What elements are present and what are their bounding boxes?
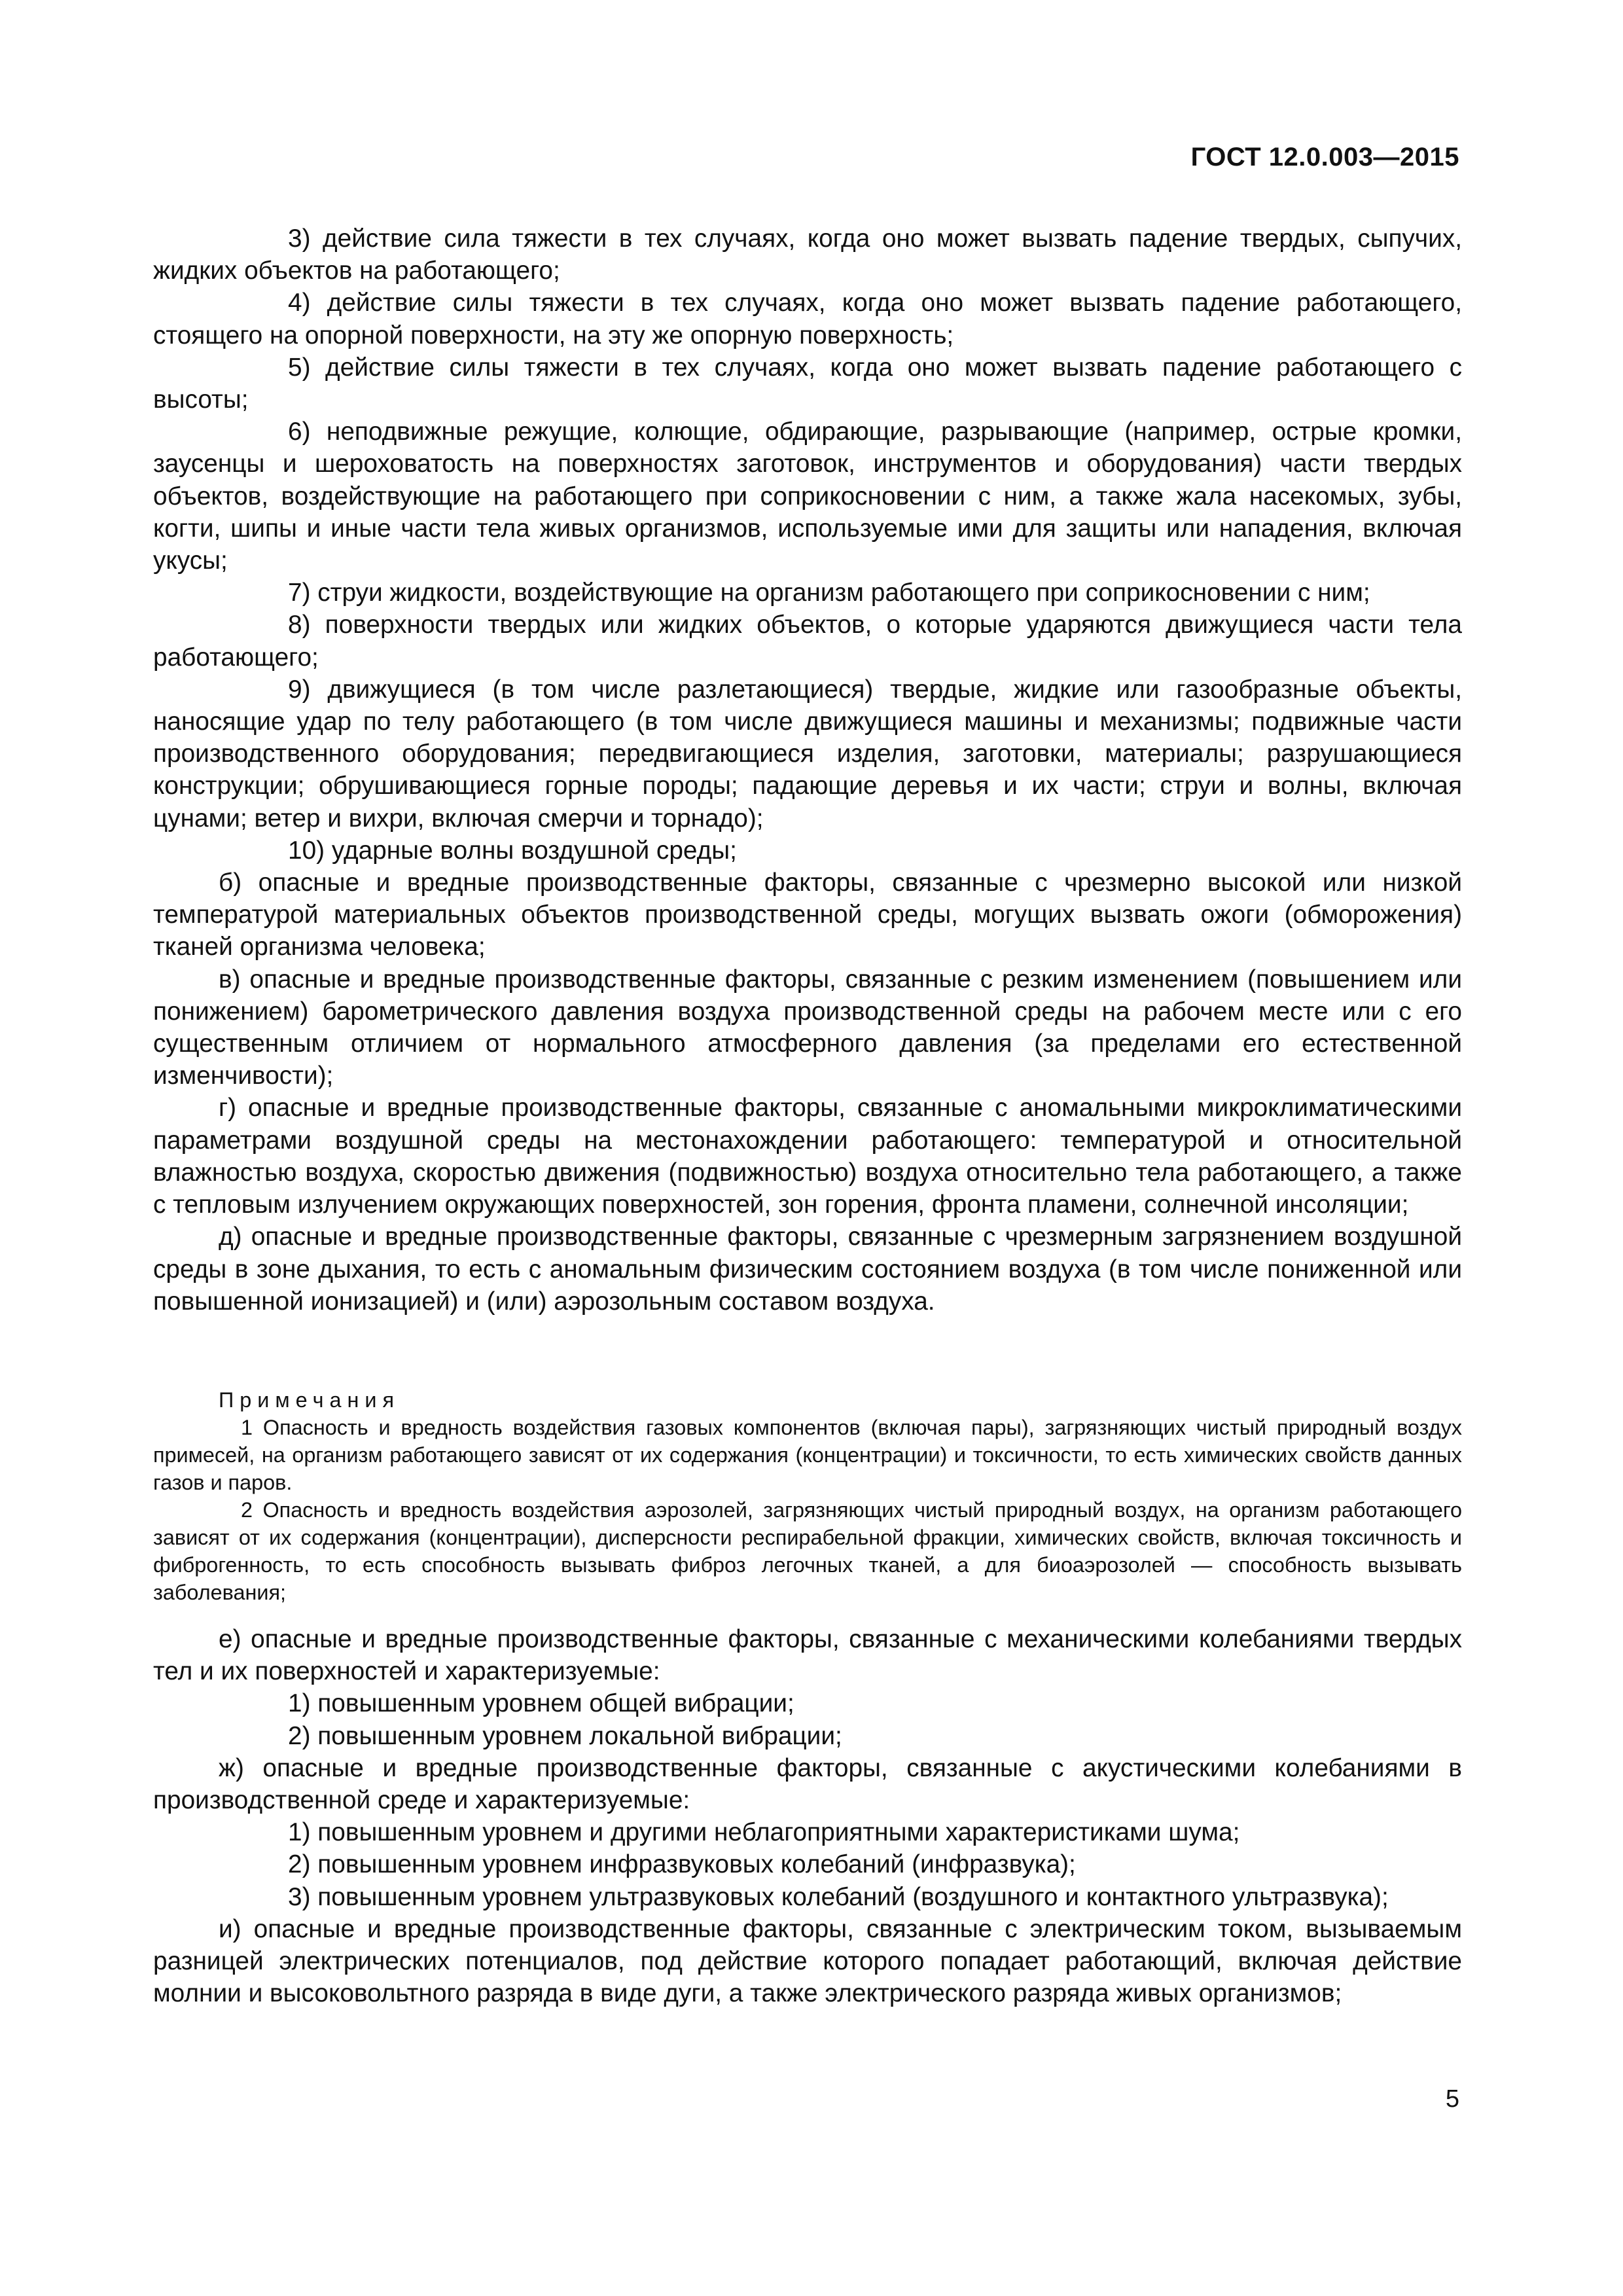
paragraph: г) опасные и вредные производственные факторы, связанные с аномальными микроклиматическими параметрами воздушной среды на местонахождении работающего: температурой и относительной влажностью воздуха, скоростью движения (подвижностью) воздуха относительно тела работающего, а также с тепловым излучением окружающих поверхностей, зон горения, фронта пламени, солнечной инсоляции; [153,1094,1462,1219]
paragraph: 2) повышенным уровнем инфразвуковых колебаний (инфразвука); [288,1850,1076,1879]
main-text-block [153,223,1462,1318]
page-number: 5 [1445,2085,1459,2113]
paragraph: 2) повышенным уровнем локальной вибрации; [288,1721,842,1750]
paragraph: ж) опасные и вредные производственные факторы, связанные с акустическими колебаниями в производственной среде и характеризуемые: [153,1753,1462,1815]
note-item: 2 Опасность и вредность воздействия аэрозолей, загрязняющих чистый природный воздух, на организм работающего зависят от их содержания (концентрации), дисперсности респирабельной фракции, химических свойств, включая токсичность и фиброгенность, то есть способность вызывать фиброз легочных тканей, а для биоаэрозолей — способность вызывать заболевания; [153,1498,1462,1604]
paragraph: д) опасные и вредные производственные факторы, связанные с чрезмерным загрязнением воздушной среды в зоне дыхания, то есть с аномальным физическим состоянием воздуха (в том числе пониженной или повышенной ионизацией) и (или) аэрозольным составом воздуха. [153,1223,1462,1316]
paragraph: 4) действие силы тяжести в тех случаях, когда оно может вызвать падение работающего, стоящего на опорной поверхности, на эту же опорную поверхность; [153,289,1462,350]
paragraph: 3) повышенным уровнем ультразвуковых колебаний (воздушного и контактного ультразвука); [288,1882,1389,1911]
paragraph: 3) действие сила тяжести в тех случаях, когда оно может вызвать падение твердых, сыпучих, жидких объектов на работающего; [153,224,1462,285]
main-text-block-continued [153,1623,1462,2009]
paragraph: 9) движущиеся (в том числе разлетающиеся) твердые, жидкие или газообразные объекты, наносящие удар по телу работающего (в том числе движущиеся машины и механизмы; подвижные части производственного оборудования; передвигающиеся изделия, заготовки, материалы; разрушающиеся конструкции; обрушивающиеся горные породы; падающие деревья и их части; струи и волны, включая цунами; ветер и вихри, включая смерчи и торнадо); [153,675,1462,833]
notes-title: Примечания [219,1388,401,1412]
paragraph: 10) ударные волны воздушной среды; [288,836,737,865]
paragraph: 6) неподвижные режущие, колющие, обдирающие, разрывающие (например, острые кромки, заусенцы и шероховатость на поверхностях заготовок, инструментов и оборудования) части твердых объектов, воздействующие на работающего при соприкосновении с ним, а также жала насекомых, зубы, когти, шипы и иные части тела живых организмов, используемые ими для защиты или нападения, включая укусы; [153,418,1462,575]
paragraph: 5) действие силы тяжести в тех случаях, когда оно может вызвать падение работающего с высоты; [153,353,1462,414]
paragraph: в) опасные и вредные производственные факторы, связанные с резким изменением (повышением или понижением) барометрического давления воздуха производственной среды на рабочем месте или с его существенным отличием от нормального атмосферного давления (за пределами его естественной изменчивости); [153,965,1462,1090]
document-code-header: ГОСТ 12.0.003—2015 [1190,143,1459,171]
paragraph: 1) повышенным уровнем общей вибрации; [288,1689,794,1718]
notes-block [153,1386,1462,1606]
paragraph: 7) струи жидкости, воздействующие на организм работающего при соприкосновении с ним; [288,579,1370,607]
paragraph: 1) повышенным уровнем и другими неблагоприятными характеристиками шума; [288,1818,1240,1847]
paragraph: б) опасные и вредные производственные факторы, связанные с чрезмерно высокой или низкой температурой материальных объектов производственной среды, могущих вызвать ожоги (обморожения) тканей организма человека; [153,869,1462,961]
note-item: 1 Опасность и вредность воздействия газовых компонентов (включая пары), загрязняющих чистый природный воздух примесей, на организм работающего зависят от их содержания (концентрации) и токсичности, то есть химических свойств данных газов и паров. [153,1416,1462,1494]
paragraph: 8) поверхности твердых или жидких объектов, о которые ударяются движущиеся части тела работающего; [153,611,1462,672]
paragraph: е) опасные и вредные производственные факторы, связанные с механическими колебаниями твердых тел и их поверхностей и характеризуемые: [153,1625,1462,1686]
paragraph: и) опасные и вредные производственные факторы, связанные с электрическим током, вызываемым разницей электрических потенциалов, под действие которого попадает работающий, включая действие молнии и высоковольтного разряда в виде дуги, а также электрического разряда живых организмов; [153,1914,1462,2008]
